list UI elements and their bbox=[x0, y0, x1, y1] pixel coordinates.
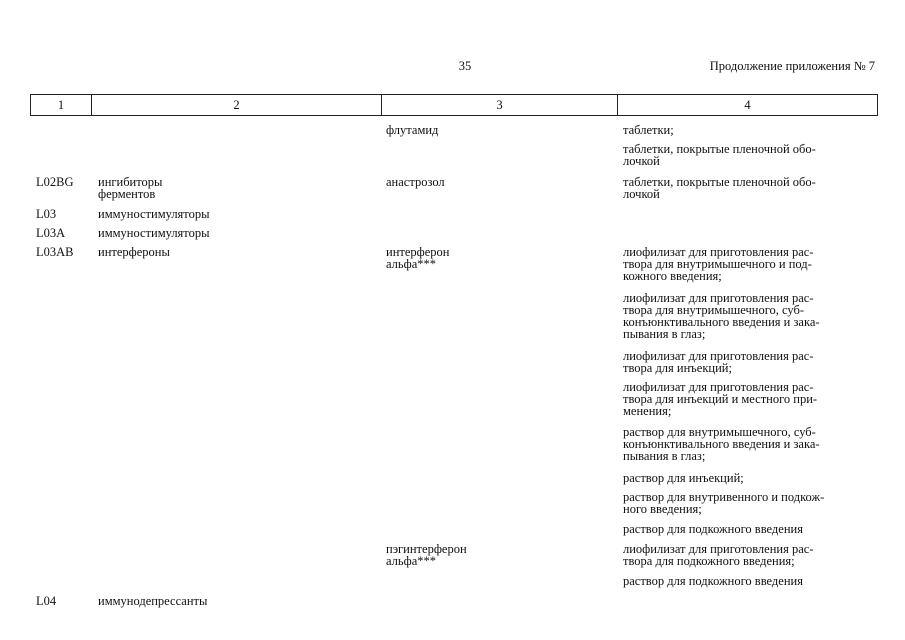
pharmacological-group: иммунодепрессанты bbox=[98, 594, 208, 608]
dosage-form-item: таблетки; bbox=[623, 123, 674, 137]
column-header-table bbox=[30, 94, 878, 116]
drug-name: анастрозол bbox=[386, 175, 445, 189]
dosage-form-item: раствор для инъекций; bbox=[623, 471, 744, 485]
column-header-3: 3 bbox=[382, 95, 618, 116]
atc-code: L04 bbox=[36, 594, 57, 608]
dosage-form-item: таблетки, покрытые пленочной обо- лочкой bbox=[623, 142, 816, 168]
column-header-1: 1 bbox=[31, 95, 92, 116]
dosage-form-item: раствор для внутримышечного, суб- конъюнктивального введения и зака- пывания в глаз; bbox=[623, 425, 820, 463]
pharmacological-group: иммуностимуляторы bbox=[98, 207, 210, 221]
pharmacological-group: ингибиторы ферментов bbox=[98, 175, 163, 201]
column-header-2: 2 bbox=[92, 95, 382, 116]
column-header-4: 4 bbox=[618, 95, 878, 116]
drug-name: пэгинтерферон альфа*** bbox=[386, 542, 467, 568]
dosage-form-item: лиофилизат для приготовления рас- твора для подкожного введения; bbox=[623, 542, 814, 568]
dosage-form-item: раствор для подкожного введения bbox=[623, 522, 803, 536]
drug-name: интерферон альфа*** bbox=[386, 245, 450, 271]
pharmacological-group: интерфероны bbox=[98, 245, 170, 259]
dosage-form-item: таблетки, покрытые пленочной обо- лочкой bbox=[623, 175, 816, 201]
dosage-form-item: лиофилизат для приготовления рас- твора для инъекций; bbox=[623, 349, 814, 375]
atc-code: L03AB bbox=[36, 245, 74, 259]
dosage-form-item: раствор для подкожного введения bbox=[623, 574, 803, 588]
atc-code: L03 bbox=[36, 207, 57, 221]
dosage-form-item: лиофилизат для приготовления рас- твора для внутримышечного, суб- конъюнктивального введения и зака- пывания в глаз; bbox=[623, 291, 820, 341]
pharmacological-group: иммуностимуляторы bbox=[98, 226, 210, 240]
dosage-form-item: лиофилизат для приготовления рас- твора для инъекций и местного при- менения; bbox=[623, 380, 818, 418]
atc-code: L02BG bbox=[36, 175, 74, 189]
column-header-row bbox=[31, 95, 878, 116]
dosage-form-item: раствор для внутривенного и подкож- ного введения; bbox=[623, 490, 825, 516]
page-number: 35 bbox=[458, 59, 472, 73]
continuation-label: Продолжение приложения № 7 bbox=[709, 59, 875, 73]
drug-name: флутамид bbox=[386, 123, 439, 137]
atc-code: L03A bbox=[36, 226, 66, 240]
dosage-form-item: лиофилизат для приготовления рас- твора для внутримышечного и под- кожного введения; bbox=[623, 245, 814, 283]
